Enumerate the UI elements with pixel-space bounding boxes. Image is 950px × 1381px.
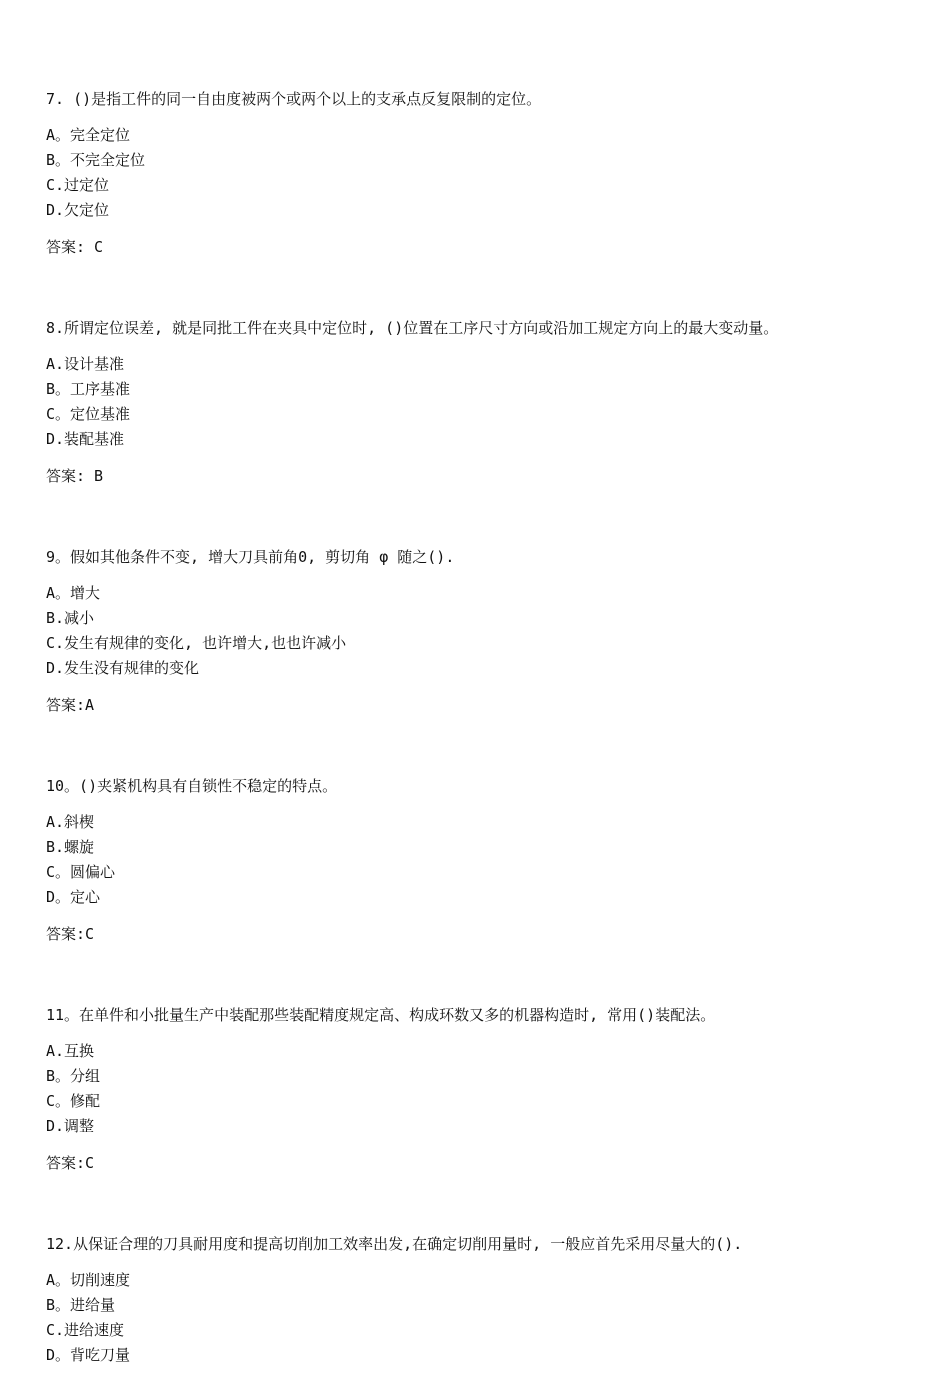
option-a: A。切削速度: [46, 1271, 131, 1289]
option-list: [46, 810, 916, 910]
option-a: A.互换: [46, 1042, 95, 1060]
option-d: D.发生没有规律的变化: [46, 659, 200, 677]
answer-text: 答案:C: [46, 925, 95, 943]
question-7: [46, 88, 916, 258]
option-list: [46, 123, 916, 223]
option-d: D.欠定位: [46, 201, 110, 219]
question-text: 12.从保证合理的刀具耐用度和提高切削加工效率出发,在确定切削用量时, 一般应首先采用尽量大的().: [46, 1235, 743, 1253]
option-a: A。完全定位: [46, 126, 131, 144]
option-d: D。定心: [46, 888, 101, 906]
spacer: [46, 945, 916, 1004]
question-11: [46, 1004, 916, 1174]
spacer: [46, 258, 916, 317]
question-text: 8.所谓定位误差, 就是同批工件在夹具中定位时, ()位置在工序尺寸方向或沿加工规定方向上的最大变动量。: [46, 319, 779, 337]
spacer: [46, 487, 916, 546]
question-text: 9。假如其他条件不变, 增大刀具前角0, 剪切角 φ 随之().: [46, 548, 455, 566]
option-list: [46, 1268, 916, 1368]
question-9: [46, 546, 916, 716]
option-c: C。修配: [46, 1092, 101, 1110]
option-b: B.减小: [46, 609, 95, 627]
option-a: A.斜楔: [46, 813, 95, 831]
answer-text: 答案: C: [46, 238, 104, 256]
option-b: B。不完全定位: [46, 151, 146, 169]
answer-text: 答案:C: [46, 1154, 95, 1172]
option-list: [46, 1039, 916, 1139]
option-d: D.调整: [46, 1117, 95, 1135]
option-a: A.设计基准: [46, 355, 125, 373]
option-c: C.进给速度: [46, 1321, 125, 1339]
question-text: 7. ()是指工件的同一自由度被两个或两个以上的支承点反复限制的定位。: [46, 90, 542, 108]
option-b: B。分组: [46, 1067, 101, 1085]
option-list: [46, 581, 916, 681]
answer-text: 答案: B: [46, 467, 104, 485]
question-10: [46, 775, 916, 945]
question-8: [46, 317, 916, 487]
spacer: [46, 1174, 916, 1233]
question-12: [46, 1233, 916, 1368]
option-b: B。进给量: [46, 1296, 116, 1314]
question-text: 10。()夹紧机构具有自锁性不稳定的特点。: [46, 777, 338, 795]
option-c: C.过定位: [46, 176, 110, 194]
option-c: C。定位基准: [46, 405, 131, 423]
option-d: D。背吃刀量: [46, 1346, 131, 1364]
spacer: [46, 716, 916, 775]
option-list: [46, 352, 916, 452]
option-b: B。工序基准: [46, 380, 131, 398]
option-c: C。圆偏心: [46, 863, 116, 881]
option-a: A。增大: [46, 584, 101, 602]
question-text: 11。在单件和小批量生产中装配那些装配精度规定高、构成环数又多的机器构造时, 常用()装配法。: [46, 1006, 716, 1024]
option-d: D.装配基准: [46, 430, 125, 448]
option-c: C.发生有规律的变化, 也许增大,也也许减小: [46, 634, 347, 652]
option-b: B.螺旋: [46, 838, 95, 856]
document-page: [46, 88, 916, 1381]
answer-text: 答案:A: [46, 696, 95, 714]
